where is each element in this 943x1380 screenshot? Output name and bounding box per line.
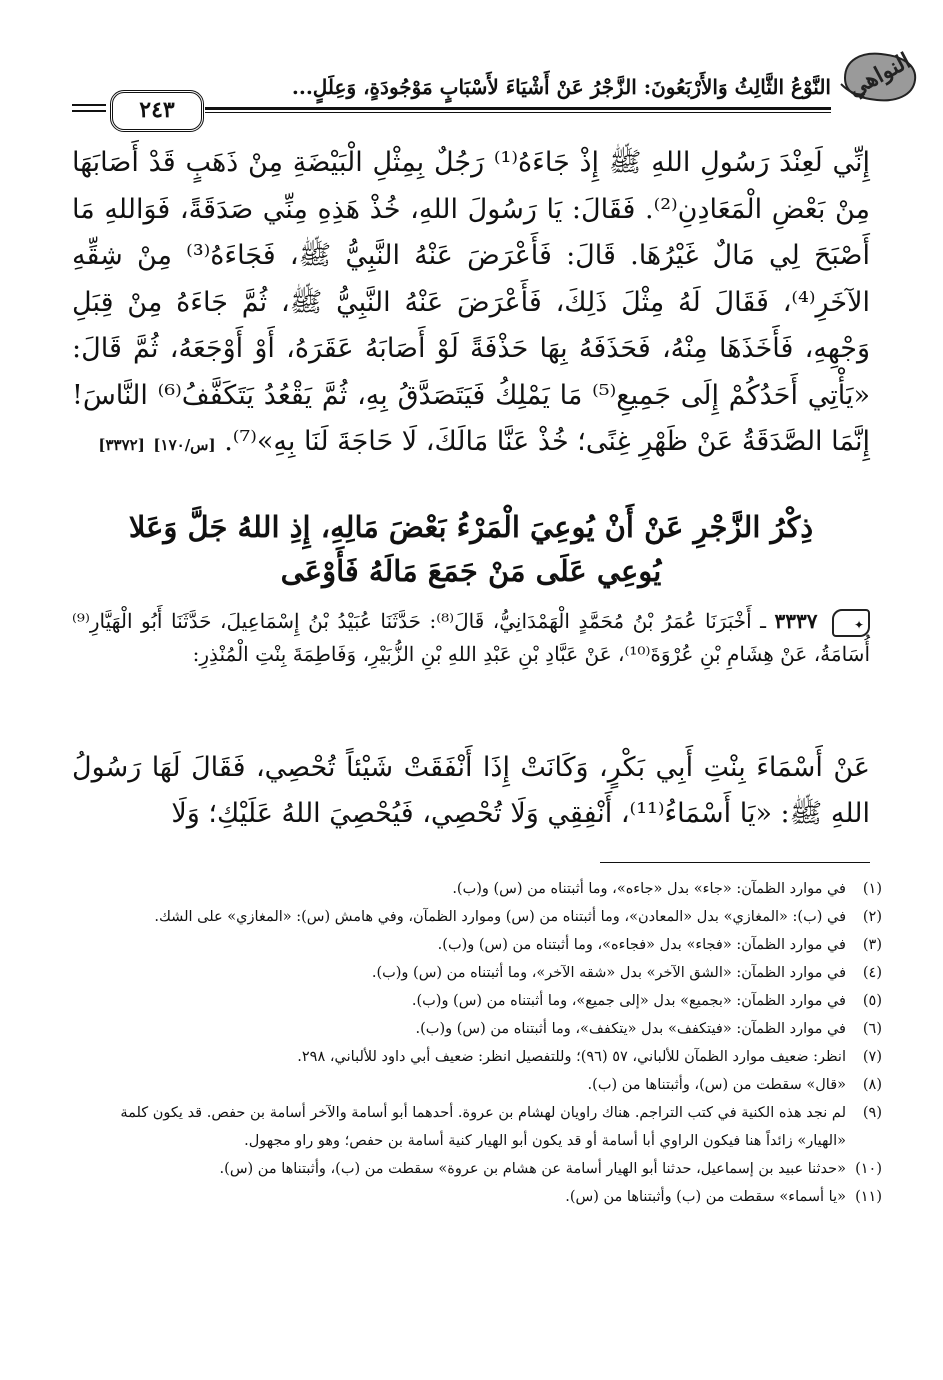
page-header xyxy=(0,0,943,135)
running-title: النَّوْعُ الثَّالِثُ وَالأَرْبَعُونَ: الزَّجْرُ عَنْ أَشْيَاءَ لأَسْبَابٍ مَوْجُودَةٍ، وَعِلَلٍ... xyxy=(291,75,831,99)
hadith-text-paragraph-1 xyxy=(72,140,870,469)
paragraph-1-text: إِنِّي لَعِنْدَ رَسُولِ اللهِ ﷺ إِذْ جَاءَهُ⁽¹⁾ رَجُلٌ بِمِثْلِ الْبَيْضَةِ مِنْ ذَهَبٍ قَدْ أَصَابَهَا مِنْ بَعْضِ الْمَعَادِنِ⁽²⁾. فَقَالَ: يَا رَسُولَ اللهِ، خُذْ هَذِهِ مِنِّي صَدَقَةً، فَوَاللهِ مَا أَصْبَحَ لِي مَالٌ غَيْرُهَا. قَالَ: فَأَعْرَضَ عَنْهُ النَّبِيُّ ﷺ، فَجَاءَهُ⁽³⁾ مِنْ شِقِّهِ الآخَرِ⁽⁴⁾، فَقَالَ لَهُ مِثْلَ ذَلِكَ، فَأَعْرَضَ عَنْهُ النَّبِيُّ ﷺ، ثُمَّ جَاءَهُ مِنْ قِبَلِ وَجْهِهِ، فَأَخَذَهَا مِنْهُ، فَحَذَفَهُ بِهَا حَذْفَةً لَوْ أَصَابَهُ عَقَرَهُ، أَوْ أَوْجَعَهُ، ثُمَّ قَالَ: «يَأْتِي أَحَدُكُمْ إِلَى جَمِيعِ⁽⁵⁾ مَا يَمْلِكُ فَيَتَصَدَّقُ بِهِ، ثُمَّ يَقْعُدُ يَتَكَفَّفُ⁽⁶⁾ النَّاسَ! إِنَّمَا الصَّدَقَةُ عَنْ ظَهْرِ غِنًى؛ خُذْ عَنَّا مَالَكَ، لَا حَاجَةَ لَنَا بِهِ»⁽⁷⁾. xyxy=(72,147,870,457)
chapter-heading-line-1: ذِكْرُ الزَّجْرِ عَنْ أَنْ يُوعِيَ الْمَرْءُ بَعْضَ مَالِهِ، إِذِ اللهُ جَلَّ وَعَلا xyxy=(128,510,814,544)
hadith-marker-icon: ✦ xyxy=(832,609,870,637)
isnad-paragraph xyxy=(72,605,870,671)
footnote-item: (٣) في موارد الظمآن: «فجاء» بدل «فجاءه»، وما أثبتناه من (س) و(ب). xyxy=(437,937,882,953)
footnote-item: (١٠) «حدثنا عبيد بن إسماعيل، حدثنا أبو الهيار أسامة عن هشام بن عروة» سقطت من (ب)، وأثبتناها من (س). xyxy=(219,1161,882,1177)
hadith-text-paragraph-2: عَنْ أَسْمَاءَ بِنْتِ أَبِي بَكْرٍ، وَكَانَتْ إِذَا أَنْفَقَتْ شَيْئاً تُحْصِي، فَقَالَ لَهَا رَسُولُ اللهِ ﷺ: «يَا أَسْمَاءُ⁽¹¹⁾، أَنْفِقِي وَلَا تُحْصِي، فَيُحْصِيَ اللهُ عَلَيْكِ؛ وَلَا xyxy=(72,752,870,829)
isnad-text: ـ أَخْبَرَنَا عُمَرُ بْنُ مُحَمَّدٍ الْهَمْدَانِيُّ، قَالَ⁽⁸⁾: حَدَّثَنَا عُبَيْدُ بْنُ إِسْمَاعِيلَ، حَدَّثَنَا أَبُو الْهَيَّارِ⁽⁹⁾ أُسَامَةُ، عَنْ هِشَامِ بْنِ عُرْوَةَ⁽¹⁰⁾، عَنْ عَبَّادِ بْنِ عَبْدِ اللهِ بْنِ الزُّبَيْرِ، وَفَاطِمَةَ بِنْتِ الْمُنْذِرِ: xyxy=(72,609,870,666)
footnote-separator xyxy=(600,862,870,863)
page-number: ٢٤٣ xyxy=(110,90,204,132)
footnote-item: (٤) في موارد الظمآن: «الشق الآخر» بدل «شقه الآخر»، وما أثبتناه من (س) و(ب). xyxy=(371,965,882,981)
footnotes-list xyxy=(72,875,882,1211)
chapter-heading-line-2: يُوعِي عَلَى مَنْ جَمَعَ مَالَهُ فَأَوْعَى xyxy=(280,554,662,588)
hadith-number: ٣٣٣٧ xyxy=(774,609,818,633)
footnote-item: (٢) في (ب): «المغازي» بدل «المعادن»، وما أثبتناه من (س) وموارد الظمآن، وفي هامش (س): «المغازي» على الشك. xyxy=(154,909,882,925)
chapter-heading xyxy=(72,505,870,593)
source-reference-1: [س/١٧٠] xyxy=(153,436,216,454)
footnote-item: (٧) انظر: ضعيف موارد الظمآن للألباني، ٥٧ (٩٦)؛ وللتفصيل انظر: ضعيف أبي داود للألباني، ٢٩٨. xyxy=(297,1049,882,1065)
footnote-item: (٥) في موارد الظمآن: «بجميع» بدل «إلى جميع»، وما أثبتناه من (س) و(ب). xyxy=(411,993,882,1009)
footnote-item: (١) في موارد الظمآن: «جاء» بدل «جاءه»، وما أثبتناه من (س) و(ب). xyxy=(452,881,882,897)
footnote-item: (٩) لم نجد هذه الكنية في كتب التراجم. هناك راويان لهشام بن عروة. أحدهما أبو أسامة والآخر أسامة بن حفص. قد يكون كلمة «الهيار» زائداً هنا فيكون الراوي أبا أسامة أو قد يكون أبو الهيار كنية أسامة بن حفص؛ وهو راو مجهول. xyxy=(120,1105,882,1149)
footnote-item: (٨) «قال» سقطت من (س)، وأثبتناها من (ب). xyxy=(587,1077,882,1093)
header-rule xyxy=(205,107,831,110)
footnote-item: (١١) «يا أسماء» سقطت من (ب) وأثبتناها من (س). xyxy=(565,1189,882,1205)
page-number-rule-2 xyxy=(72,110,106,112)
header-rule-thin xyxy=(205,112,831,113)
hadith-reference-number: [٣٣٧٢] xyxy=(98,436,145,454)
page-number-rule xyxy=(72,104,106,106)
section-badge-label: النواهي xyxy=(843,47,916,103)
footnote-item: (٦) في موارد الظمآن: «فيتكفف» بدل «يتكفف»، وما أثبتناه من (س) و(ب). xyxy=(415,1021,882,1037)
